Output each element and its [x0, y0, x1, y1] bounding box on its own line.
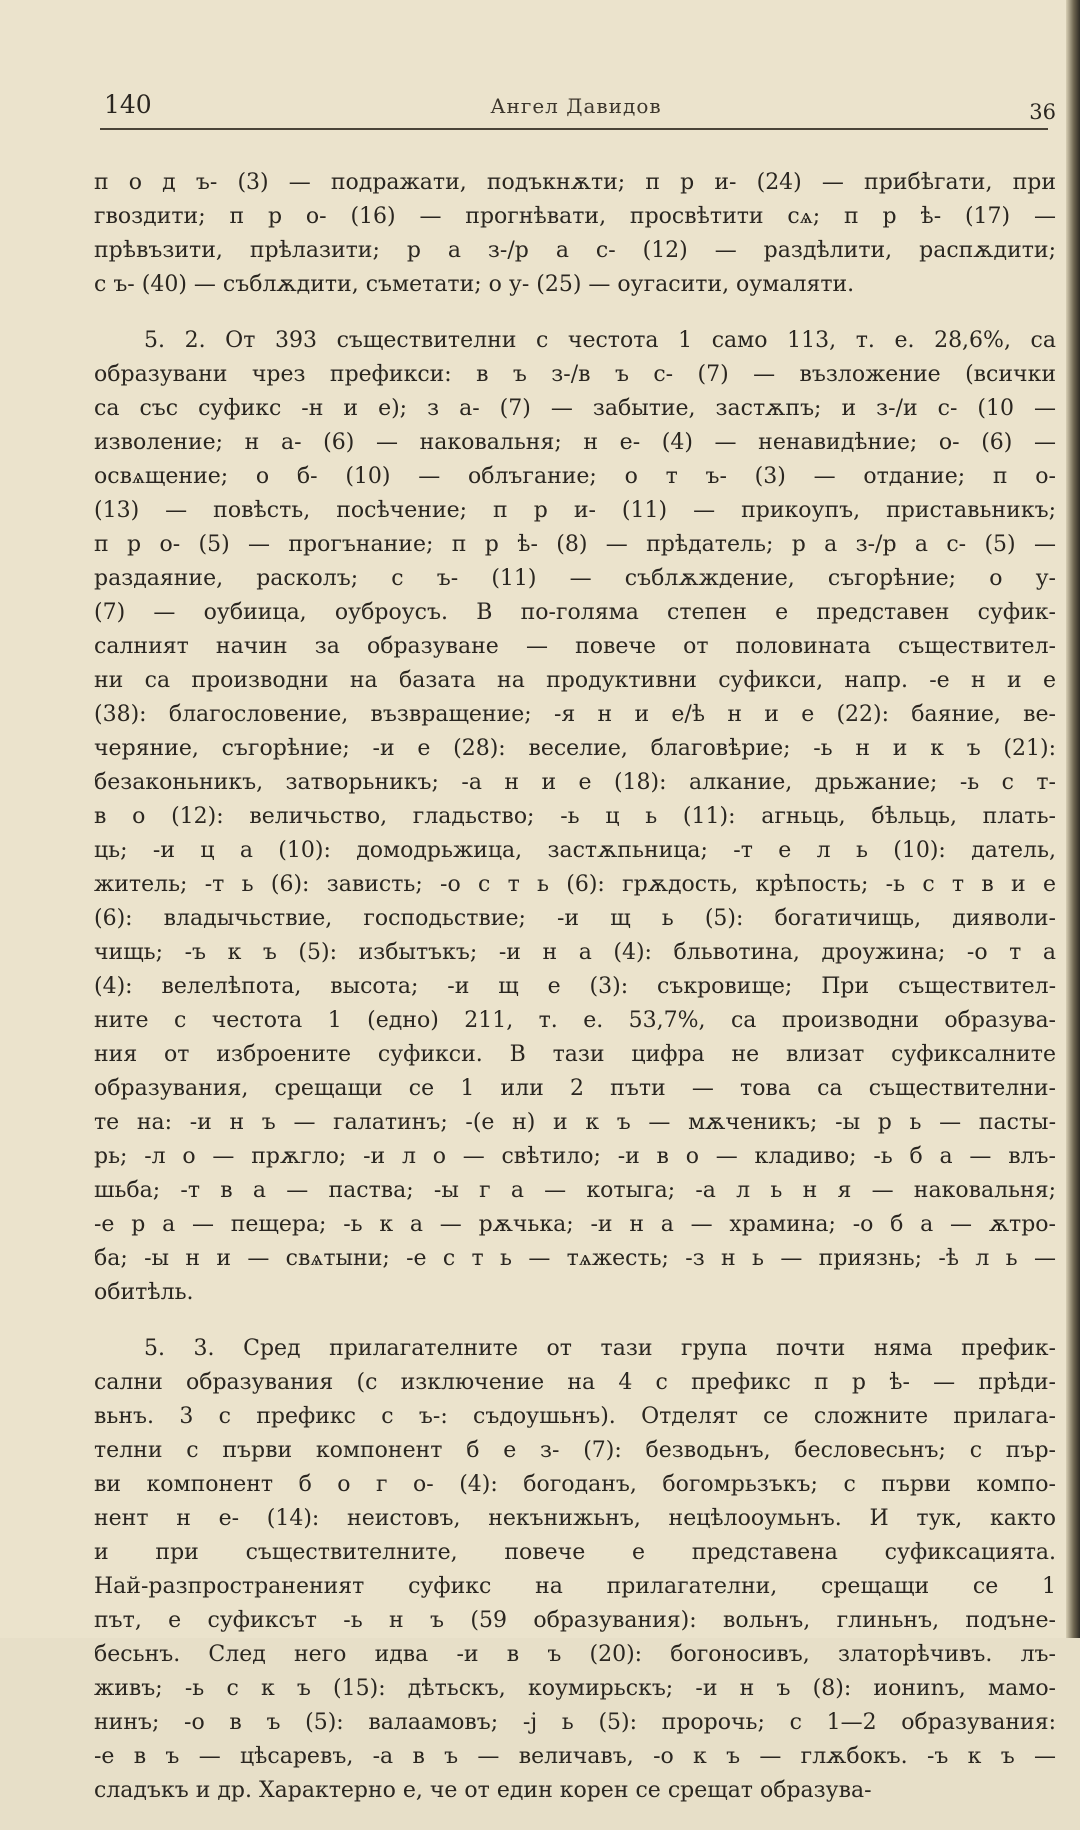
- page-number: 140: [104, 90, 152, 119]
- text-line: образувания, срещащи се 1 или 2 пъти — това са съществителни-: [94, 1076, 1056, 1101]
- text-line: вьнъ. 3 с префикс с ъ-: съдоушьнъ). Отделят се сложните прилага-: [94, 1404, 1056, 1429]
- text-line: ви компонент б о г о- (4): богоданъ, богомрьзъкъ; с първи компо-: [94, 1472, 1056, 1497]
- text-line: ния от изброените суфикси. В тази цифра не влизат суфиксалните: [94, 1042, 1056, 1067]
- text-line: -е в ъ — цѣсаревъ, -а в ъ — величавъ, -о к ъ — глѫбокъ. -ъ к ъ —: [94, 1744, 1056, 1769]
- text-line: в о (12): величьство, гладьство; -ь ц ь (11): агньць, бѣльць, плать-: [94, 804, 1056, 829]
- text-line: и при съществителните, повече е представена суфиксацията.: [94, 1540, 1056, 1565]
- text-line: п р о- (5) — прогънание; п р ѣ- (8) — прѣдатель; р а з-/р а с- (5) —: [94, 532, 1056, 557]
- text-line: (6): владычьствие, господьствие; -и щ ь (5): богатичищь, дияволи-: [94, 906, 1056, 931]
- text-line: прѣвъзити, прѣлазити; р а з-/р а с- (12) — раздѣлити, распѫдити;: [94, 238, 1056, 263]
- text-line: (13) — повѣсть, посѣчение; п р и- (11) — прикоупъ, приставьникъ;: [94, 498, 1056, 523]
- text-line: с ъ- (40) — съблѫдити, съметати; о у- (25) — оугасити, оумаляти.: [94, 272, 855, 297]
- text-line: п о д ъ- (3) — подражати, подъкнѫти; п р и- (24) — прибѣгати, при: [94, 170, 1056, 195]
- text-line: ць; -и ц а (10): домодрьжица, застѫпьница; -т е л ь (10): датель,: [94, 838, 1056, 863]
- paragraph: [94, 1332, 1056, 1808]
- text-line: чищь; -ъ к ъ (5): избытъкъ; -и н а (4): бльвотина, дроужина; -о т а: [94, 940, 1056, 965]
- paragraph: [94, 324, 1056, 1310]
- text-line: освѧщение; о б- (10) — облъгание; о т ъ- (3) — отдание; п о-: [94, 464, 1056, 489]
- text-line: черяние, съгорѣние; -и е (28): веселие, благовѣрие; -ь н и к ъ (21):: [94, 736, 1056, 761]
- text-line: салният начин за образуване — повече от половината съществител-: [94, 634, 1056, 659]
- text-line: шьба; -т в а — паства; -ы г а — котыга; -а л ь н я — наковальня;: [94, 1178, 1056, 1203]
- header-rule: [100, 128, 1048, 130]
- text-line: -е р а — пещера; -ь к а — рѫчька; -и н а — храмина; -о б а — ѫтро-: [94, 1212, 1056, 1237]
- text-line: (7) — оубиица, оуброусъ. В по-голяма степен е представен суфик-: [94, 600, 1056, 625]
- text-line: (4): велелѣпота, высота; -и щ е (3): съкровище; При съществител-: [94, 974, 1056, 999]
- text-line: ни са производни на базата на продуктивни суфикси, напр. -е н и е: [94, 668, 1056, 693]
- text-line: те на: -и н ъ — галатинъ; -(е н) и к ъ — мѫченикъ; -ы р ь — пасты-: [94, 1110, 1056, 1135]
- text-line: ните с честота 1 (едно) 211, т. е. 53,7%, са производни образува-: [94, 1008, 1056, 1033]
- text-line: са със суфикс -н и е); з а- (7) — забытие, застѫпъ; и з-/и с- (10 —: [94, 396, 1056, 421]
- text-line: обитѣль.: [94, 1280, 194, 1305]
- body-text: [94, 166, 1056, 1830]
- running-head: Ангел Давидов: [490, 94, 662, 118]
- text-line: гвоздити; п р о- (16) — прогнѣвати, просвѣтити сѧ; п р ѣ- (17) —: [94, 204, 1056, 229]
- text-line: живъ; -ь с к ъ (15): дѣтьскъ, коумирьскъ; -и н ъ (8): иониnъ, мамо-: [94, 1676, 1056, 1701]
- text-line: 5. 3. Сред прилагателните от тази група почти няма префик-: [144, 1336, 1056, 1361]
- text-line: път, е суфиксът -ь н ъ (59 образувания): вольнъ, глиньнъ, подъне-: [94, 1608, 1056, 1633]
- text-line: телни с първи компонент б е з- (7): безводьнъ, бесловесьнъ; с пър-: [94, 1438, 1056, 1463]
- text-line: житель; -т ь (6): зависть; -о с т ь (6): грѫдость, крѣпость; -ь с т в и е: [94, 872, 1056, 897]
- text-line: изволение; н а- (6) — наковальня; н е- (4) — ненавидѣние; о- (6) —: [94, 430, 1056, 455]
- page-header: [96, 90, 1056, 130]
- text-line: ба; -ы н и — свѧтыни; -е с т ь — тѧжесть; -з н ь — приязнь; -ѣ л ь —: [94, 1246, 1056, 1271]
- signature-mark: 36: [1029, 100, 1056, 124]
- text-line: 5. 2. От 393 съществителни с честота 1 само 113, т. е. 28,6%, са: [144, 328, 1056, 353]
- text-line: Най-разпространеният суфикс на прилагателни, срещащи се 1: [94, 1574, 1056, 1599]
- text-line: сални образувания (с изключение на 4 с префикс п р ѣ- — прѣди-: [94, 1370, 1056, 1395]
- page-edge-shadow: [1066, 0, 1080, 1638]
- text-line: безаконьникъ, затворьникъ; -а н и е (18): алкание, дрьжание; -ь с т-: [94, 770, 1056, 795]
- text-line: раздаяние, расколъ; с ъ- (11) — съблѫждение, съгорѣние; о у-: [94, 566, 1056, 591]
- text-line: образувани чрез префикси: в ъ з-/в ъ с- (7) — възложение (всички: [94, 362, 1056, 387]
- text-line: нент н е- (14): неистовъ, некънижьнъ, нецѣлооумьнъ. И тук, както: [94, 1506, 1056, 1531]
- text-line: рь; -л о — прѫгло; -и л о — свѣтило; -и в о — кладиво; -ь б а — влъ-: [94, 1144, 1056, 1169]
- paragraph: [94, 166, 1056, 302]
- text-line: сладъкъ и др. Характерно е, че от един корен се срещат образува-: [94, 1778, 872, 1803]
- text-line: (38): благословение, възвращение; -я н и е/ѣ н и е (22): баяние, ве-: [94, 702, 1056, 727]
- text-line: нинъ; -о в ъ (5): валаамовъ; -j ь (5): пророчь; с 1—2 образувания:: [94, 1710, 1056, 1735]
- text-line: бесьнъ. След него идва -и в ъ (20): богоносивъ, златорѣчивъ. лъ-: [94, 1642, 1056, 1667]
